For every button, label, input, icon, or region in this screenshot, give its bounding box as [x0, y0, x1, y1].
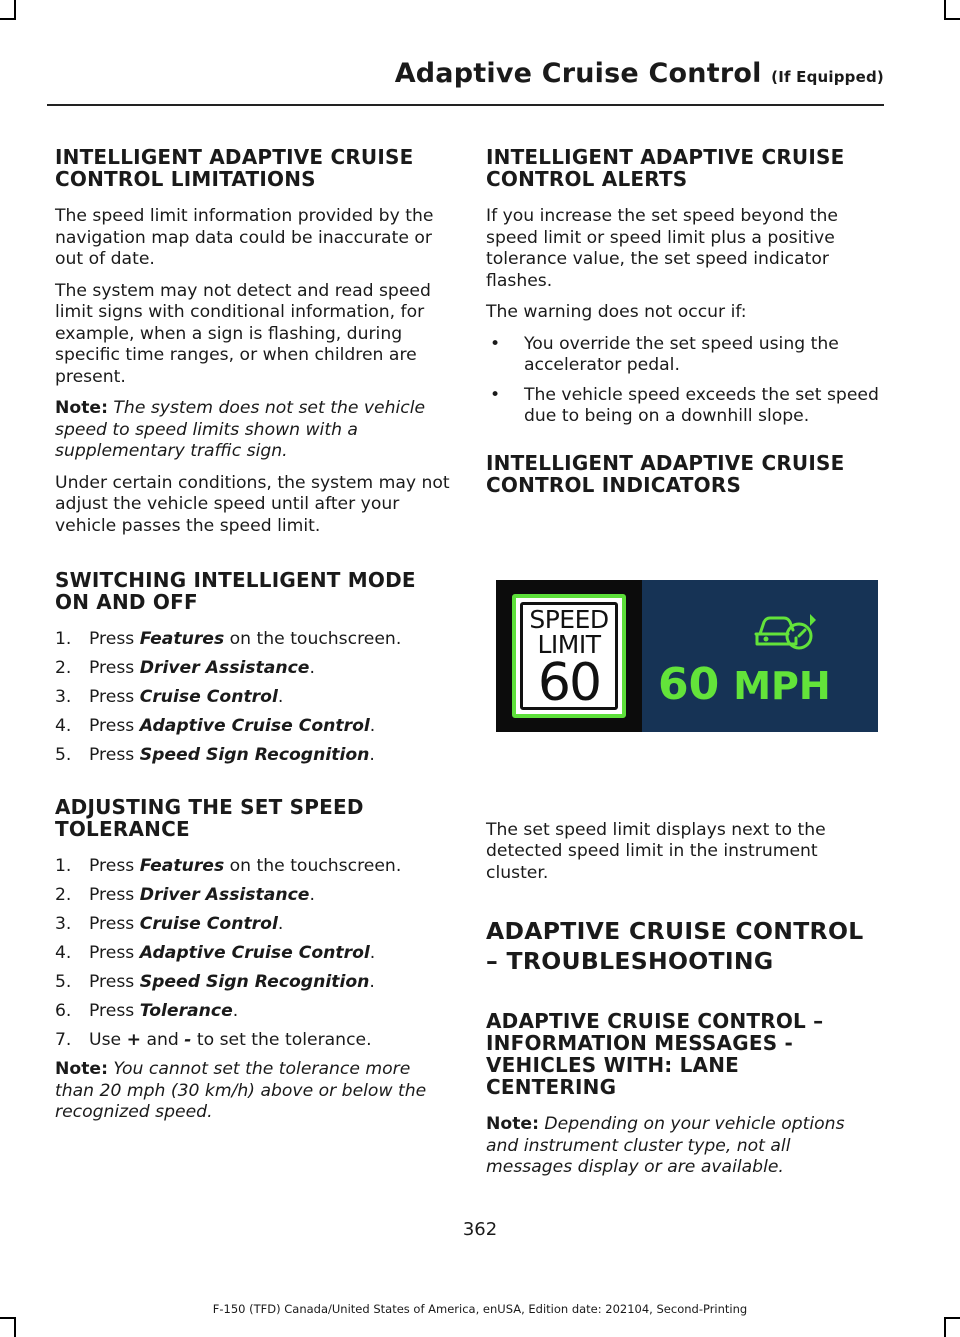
information-messages-heading [486, 1010, 881, 1098]
step-number: 4. [55, 716, 72, 736]
tolerance-heading [55, 796, 450, 840]
bullet: • [490, 384, 501, 405]
step-text: . [232, 1001, 239, 1021]
heading-line: INTELLIGENT ADAPTIVE CRUISE [55, 145, 414, 169]
note-text: Depending on your vehicle options and instrument cluster type, not all messages display or are available. [486, 1114, 845, 1177]
heading-line: CONTROL ALERTS [486, 167, 688, 191]
step-text: Press [89, 1001, 140, 1021]
step-text: . [369, 943, 376, 963]
cluster-sign-panel [496, 580, 642, 732]
switching-steps [55, 629, 450, 766]
menu-option-label: Driver Assistance [139, 885, 310, 905]
header-qualifier: (If Equipped) [771, 68, 884, 86]
set-speed-value: 60 [658, 658, 720, 710]
step-text: and [140, 1030, 185, 1050]
heading-line: ADAPTIVE CRUISE CONTROL [486, 917, 864, 945]
step-number: 1. [55, 856, 72, 876]
menu-option-label: Speed Sign Recognition [139, 745, 370, 765]
step-number: 3. [55, 687, 72, 707]
heading-line: ADAPTIVE CRUISE CONTROL – [486, 1009, 824, 1033]
set-speed-unit: MPH [733, 663, 831, 708]
note [55, 1059, 450, 1124]
speed-limit-sign [512, 594, 626, 718]
step-text: . [369, 716, 376, 736]
switching-heading [55, 569, 450, 613]
note [55, 398, 450, 463]
paragraph: The warning does not occur if: [486, 302, 747, 322]
step-number: 5. [55, 745, 72, 765]
heading-line: ON AND OFF [55, 590, 198, 614]
step-text: Press [89, 856, 140, 876]
step-number: 2. [55, 658, 72, 678]
step-text: . [277, 914, 284, 934]
sign-speed-text: SPEED [529, 604, 609, 634]
instrument-cluster-display [496, 580, 878, 732]
paragraph: The set speed limit displays next to the detected speed limit in the instrument cluster. [486, 819, 826, 883]
crop-mark [944, 18, 960, 20]
menu-option-label: Features [139, 856, 225, 876]
list-item [486, 334, 881, 377]
step-text: . [369, 745, 375, 765]
heading-line: CONTROL INDICATORS [486, 472, 742, 497]
step-text: on the touchscreen. [224, 856, 402, 876]
crop-mark [0, 1317, 16, 1319]
step-text: Press [89, 914, 140, 934]
crop-mark [0, 18, 16, 20]
header-title-text: Adaptive Cruise Control [394, 58, 762, 89]
page-footer: F-150 (TFD) Canada/United States of America, enUSA, Edition date: 202104, Second-Printing [212, 1302, 748, 1316]
page-header-title [395, 58, 884, 89]
note-label: Note: [55, 398, 108, 418]
crop-mark [944, 1317, 946, 1337]
sign-speed-number: 60 [537, 652, 601, 713]
troubleshooting-title [486, 916, 881, 976]
tolerance-steps [55, 856, 450, 1051]
heading-line: CENTERING [486, 1075, 617, 1099]
crop-mark [14, 1317, 16, 1337]
step-number: 3. [55, 914, 72, 934]
heading-line: INTELLIGENT ADAPTIVE CRUISE [486, 450, 845, 475]
page-number: 362 [462, 1219, 498, 1240]
paragraph: The speed limit information provided by the navigation map data could be inaccurate or out of date. [55, 206, 434, 269]
list-item [55, 972, 450, 993]
step-text: . [309, 658, 315, 678]
paragraph: The system may not detect and read speed limit signs with conditional information, for example, when a sign is flashing, during specific time ranges, or when children are present. [55, 280, 431, 387]
step-text: Press [89, 687, 140, 707]
note-text: You cannot set the tolerance more than 20 mph (30 km/h) above or below the recognized speed. [55, 1059, 427, 1122]
step-number: 7. [55, 1030, 72, 1050]
list-item [55, 658, 450, 679]
left-column [55, 146, 450, 1134]
alert-exceptions-list [486, 334, 881, 428]
list-item [55, 914, 450, 935]
minus-control-label: - [184, 1030, 192, 1050]
menu-option-label: Adaptive Cruise Control [139, 943, 370, 963]
list-item [55, 856, 450, 877]
bullet-text: You override the set speed using the accelerator pedal. [524, 333, 839, 375]
header-divider [47, 104, 884, 106]
bullet: • [490, 333, 501, 354]
paragraph: If you increase the set speed beyond the speed limit or speed limit plus a positive tolerance value, the set speed indicator flashes. [486, 206, 838, 291]
list-item [55, 629, 450, 650]
paragraph: Under certain conditions, the system may not adjust the vehicle speed until after your vehicle passes the speed limit. [55, 472, 450, 536]
step-text: Use [89, 1030, 127, 1050]
indicators-heading [486, 452, 881, 496]
heading-line: INTELLIGENT ADAPTIVE CRUISE [486, 145, 845, 169]
limitations-heading [55, 146, 450, 190]
heading-line: VEHICLES WITH: LANE [486, 1053, 740, 1077]
step-text: . [277, 687, 284, 707]
heading-line: ADJUSTING THE SET SPEED [55, 795, 364, 819]
step-text: Press [89, 716, 140, 736]
note-label: Note: [486, 1114, 539, 1134]
step-text: Press [89, 745, 140, 765]
step-text: Press [89, 885, 140, 905]
step-text: to set the tolerance. [191, 1030, 372, 1050]
step-text: . [369, 972, 375, 992]
alerts-heading [486, 146, 881, 190]
heading-line: – TROUBLESHOOTING [486, 947, 774, 975]
menu-option-label: Speed Sign Recognition [139, 972, 370, 992]
menu-option-label: Tolerance [139, 1001, 233, 1021]
list-item [55, 1001, 450, 1022]
right-column [486, 146, 881, 1189]
heading-line: SWITCHING INTELLIGENT MODE [55, 568, 416, 592]
set-speed-readout [658, 660, 831, 711]
list-item [55, 1030, 450, 1051]
step-text: Press [89, 658, 140, 678]
list-item [55, 745, 450, 766]
step-number: 6. [55, 1001, 72, 1021]
list-item [55, 943, 450, 964]
step-number: 4. [55, 943, 72, 963]
step-text: Press [89, 972, 140, 992]
list-item [55, 885, 450, 906]
step-text: . [309, 885, 315, 905]
note-text: The system does not set the vehicle speed to speed limits shown with a supplementary traffic sign. [55, 398, 426, 461]
bullet-text: The vehicle speed exceeds the set speed due to being on a downhill slope. [524, 384, 879, 426]
crop-mark [944, 0, 946, 20]
list-item [55, 687, 450, 708]
sign-limit-text: LIMIT [537, 629, 601, 659]
crop-mark [944, 1317, 960, 1319]
note [486, 1114, 881, 1179]
step-number: 2. [55, 885, 72, 905]
step-text: on the touchscreen. [224, 629, 402, 649]
crop-mark [14, 0, 16, 20]
note-label: Note: [55, 1059, 108, 1079]
step-number: 1. [55, 629, 72, 649]
menu-option-label: Driver Assistance [139, 658, 310, 678]
menu-option-label: Features [139, 629, 225, 649]
menu-option-label: Cruise Control [139, 687, 278, 707]
heading-line: TOLERANCE [55, 817, 190, 841]
list-item [55, 716, 450, 737]
step-text: Press [89, 943, 140, 963]
menu-option-label: Cruise Control [139, 914, 278, 934]
heading-line: INFORMATION MESSAGES - [486, 1031, 793, 1055]
list-item [486, 385, 881, 428]
menu-option-label: Adaptive Cruise Control [139, 716, 370, 736]
step-number: 5. [55, 972, 72, 992]
plus-control-label: + [126, 1030, 141, 1050]
adaptive-cruise-car-icon [752, 604, 822, 654]
heading-line: CONTROL LIMITATIONS [55, 167, 316, 191]
step-text: Press [89, 629, 140, 649]
